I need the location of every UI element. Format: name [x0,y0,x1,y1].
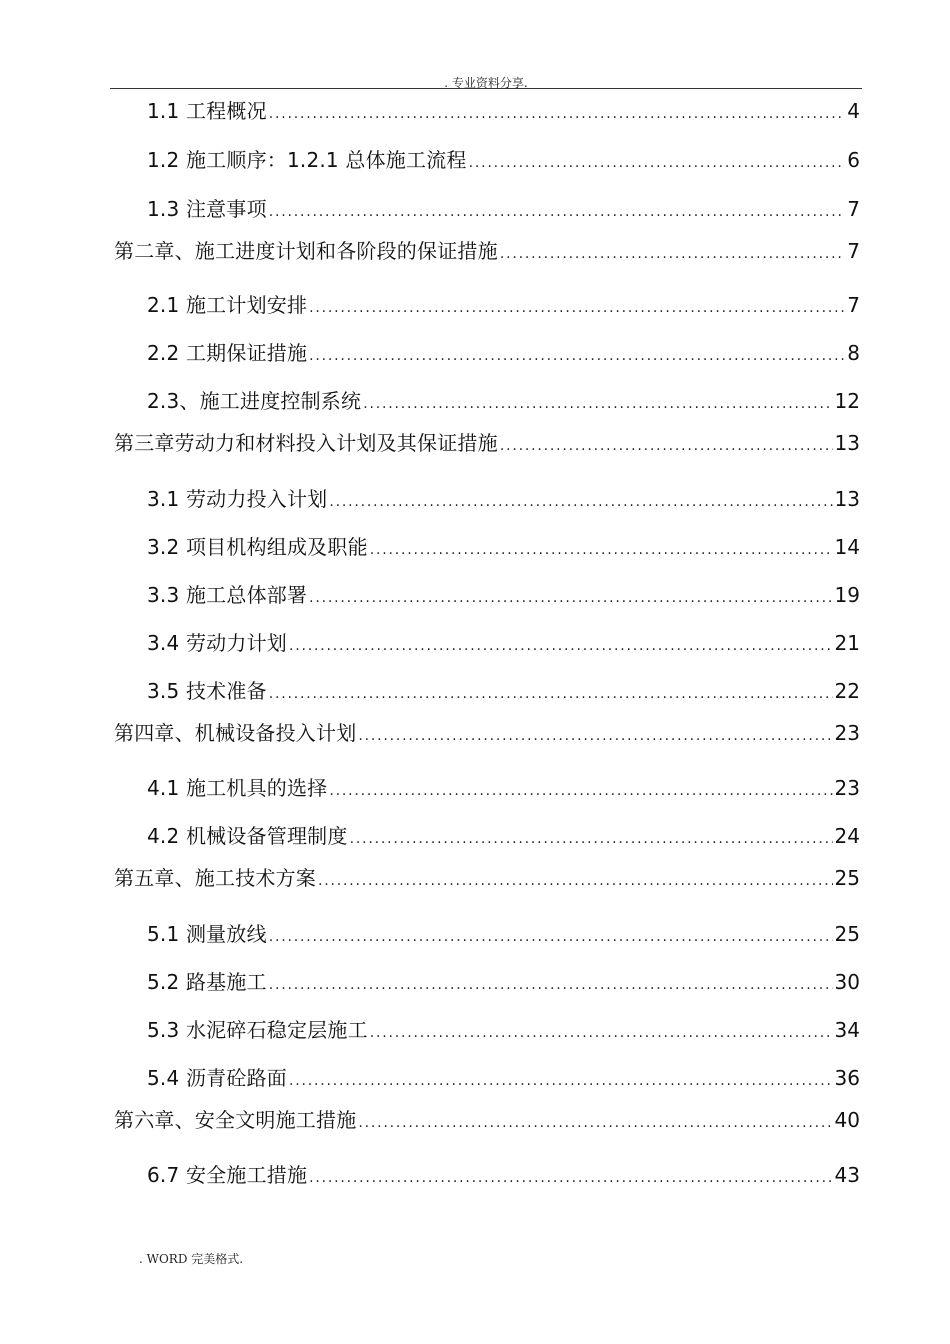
toc-entry-title: 5.2 路基施工 [147,970,267,994]
toc-chapter-entry[interactable] [114,865,860,891]
toc-page-number: 7 [847,239,860,263]
toc-section-entry[interactable] [147,1162,860,1188]
toc-chapter-entry[interactable] [114,1107,860,1133]
toc-page-number: 25 [834,866,860,890]
toc-page-number: 23 [834,721,860,745]
toc-page-number: 25 [834,922,860,946]
toc-page-number: 21 [834,631,860,655]
toc-dot-leader [289,1068,833,1094]
toc-entry-title: 第四章、机械设备投入计划 [114,721,357,745]
toc-entry-title: 第三章劳动力和材料投入计划及其保证措施 [114,431,498,455]
toc-page-number: 23 [834,776,860,800]
toc-page-number: 24 [834,824,860,848]
toc-dot-leader [370,537,833,563]
toc-dot-leader [309,585,832,611]
toc-dot-leader [289,633,833,659]
toc-dot-leader [329,489,832,515]
toc-entry-title: 1.3 注意事项 [147,197,267,221]
toc-page-number: 19 [834,583,860,607]
toc-page-number: 7 [847,293,860,317]
toc-page-number: 4 [847,99,860,123]
toc-entry-title: 1.2 施工顺序：1.2.1 总体施工流程 [147,148,467,172]
toc-entry-title: 第五章、施工技术方案 [114,866,316,890]
toc-page-number: 30 [834,970,860,994]
toc-dot-leader [358,1110,832,1136]
toc-section-entry[interactable] [147,1065,860,1091]
toc-section-entry[interactable] [147,486,860,512]
toc-dot-leader [318,868,833,894]
toc-page-number: 13 [834,431,860,455]
toc-section-entry[interactable] [147,678,860,704]
toc-page-number: 43 [834,1163,860,1187]
toc-dot-leader [469,150,846,176]
toc-dot-leader [370,1020,833,1046]
toc-page-number: 22 [834,679,860,703]
toc-section-entry[interactable] [147,1017,860,1043]
toc-section-entry[interactable] [147,969,860,995]
toc-entry-title: 2.1 施工计划安排 [147,293,308,317]
toc-section-entry[interactable] [147,630,860,656]
toc-dot-leader [350,826,833,852]
toc-entry-title: 4.1 施工机具的选择 [147,776,328,800]
toc-section-entry[interactable] [147,775,860,801]
toc-entry-title: 第二章、施工进度计划和各阶段的保证措施 [114,239,498,263]
toc-entry-title: 3.4 劳动力计划 [147,631,287,655]
toc-page-number: 7 [847,197,860,221]
toc-page-number: 13 [834,487,860,511]
toc-entry-title: 5.3 水泥碎石稳定层施工 [147,1018,368,1042]
toc-section-entry[interactable] [147,340,860,366]
toc-entry-title: 第六章、安全文明施工措施 [114,1108,357,1132]
toc-section-entry[interactable] [147,147,860,173]
toc-dot-leader [500,433,833,459]
toc-dot-leader [500,241,845,267]
toc-dot-leader [269,972,833,998]
toc-section-entry[interactable] [147,196,860,222]
toc-dot-leader [309,1165,832,1191]
toc-dot-leader [309,295,845,321]
toc-entry-title: 6.7 安全施工措施 [147,1163,308,1187]
toc-dot-leader [269,199,846,225]
toc-page-number: 8 [847,341,860,365]
toc-entry-title: 1.1 工程概况 [147,99,267,123]
toc-page-number: 40 [834,1108,860,1132]
toc-chapter-entry[interactable] [114,430,860,456]
toc-section-entry[interactable] [147,823,860,849]
toc-entry-title: 3.1 劳动力投入计划 [147,487,328,511]
toc-entry-title: 3.2 项目机构组成及职能 [147,535,368,559]
toc-dot-leader [329,778,832,804]
toc-page-number: 36 [834,1066,860,1090]
toc-chapter-entry[interactable] [114,720,860,746]
toc-dot-leader [363,391,832,417]
toc-dot-leader [269,101,846,127]
toc-entry-title: 4.2 机械设备管理制度 [147,824,348,848]
toc-dot-leader [269,924,833,950]
toc-dot-leader [309,343,845,369]
page-header-text: . 专业资料分享. [444,76,528,90]
toc-entry-title: 3.3 施工总体部署 [147,583,308,607]
toc-section-entry[interactable] [147,388,860,414]
toc-entry-title: 3.5 技术准备 [147,679,267,703]
toc-page-number: 14 [834,535,860,559]
toc-chapter-entry[interactable] [114,238,860,264]
toc-page-number: 6 [847,148,860,172]
toc-entry-title: 5.4 沥青砼路面 [147,1066,287,1090]
toc-dot-leader [358,723,832,749]
page-footer-text: . WORD 完美格式. [139,1252,244,1266]
toc-section-entry[interactable] [147,292,860,318]
toc-entry-title: 2.2 工期保证措施 [147,341,308,365]
toc-section-entry[interactable] [147,98,860,124]
toc-section-entry[interactable] [147,582,860,608]
toc-entry-title: 5.1 测量放线 [147,922,267,946]
toc-page-number: 12 [834,389,860,413]
toc-page-number: 34 [834,1018,860,1042]
toc-entry-title: 2.3、施工进度控制系统 [147,389,362,413]
toc-section-entry[interactable] [147,921,860,947]
toc-dot-leader [269,681,833,707]
toc-section-entry[interactable] [147,534,860,560]
